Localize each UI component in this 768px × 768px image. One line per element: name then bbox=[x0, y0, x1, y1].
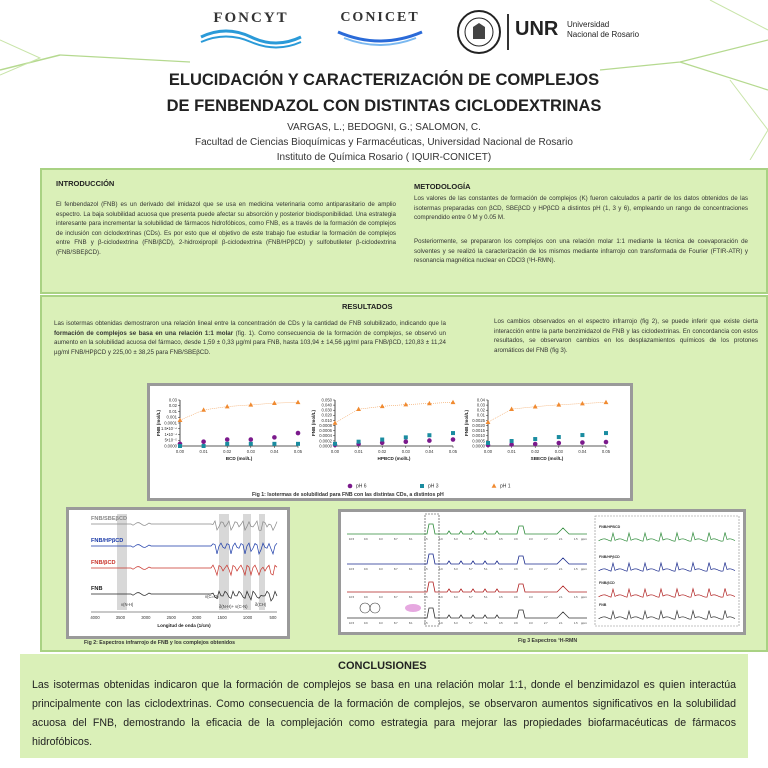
fig1-point-ph3 bbox=[451, 431, 455, 435]
affiliation-2: Instituto de Química Rosario ( IQUIR-CONICET) bbox=[276, 152, 492, 163]
fig1-x-tick-label: 0.03 bbox=[246, 449, 255, 454]
fig1-legend-marker-ph6 bbox=[348, 484, 353, 489]
fig3-ppm-tick: 9.9 bbox=[364, 568, 368, 571]
fig1-point-ph1 bbox=[380, 404, 385, 408]
fig1-y-tick-label: 0.03 bbox=[168, 397, 177, 403]
fig1-x-tick-label: 0.03 bbox=[401, 449, 410, 454]
fig2-x-tick-label: 3500 bbox=[115, 615, 126, 620]
fig3-ppm-tick: 3.3 bbox=[529, 538, 533, 541]
fig1-x-tick-label: 0.01 bbox=[507, 449, 516, 454]
resultados-left-text bbox=[54, 319, 446, 357]
fig3-ppm-tick: 1.5 bbox=[574, 568, 578, 571]
fig3-ppm-tick: 6.3 bbox=[454, 622, 458, 625]
fig3-ppm-tick: 8.7 bbox=[394, 622, 398, 625]
fig2-caption: Fig 2: Espectros infrarrojo de FNB y los complejos obtenidos bbox=[84, 640, 236, 646]
fig1-point-ph6 bbox=[225, 437, 230, 442]
fig1-x-tick-label: 0.05 bbox=[601, 449, 611, 454]
fig1-y-tick-label: 0.04 bbox=[476, 397, 485, 403]
fig3-ppm-tick: 3.9 bbox=[514, 596, 518, 599]
conicet-wave-icon bbox=[330, 26, 430, 48]
resultados-left-a: Las isotermas obtenidas demostraron una relación lineal entre la concentración de CDs y la cantidad de FNB solubilizado, indicando que la bbox=[54, 320, 446, 327]
fig2-trace-label: FNB/HPβCD bbox=[91, 538, 124, 544]
conicet-logo-text: CONICET bbox=[340, 10, 420, 25]
fig2-x-tick-label: 3000 bbox=[141, 615, 151, 620]
intro-heading: INTRODUCCIÓN bbox=[56, 179, 115, 188]
unr-subtitle-2: Nacional de Rosario bbox=[567, 30, 640, 39]
fig1-y-tick-label: 0.01 bbox=[168, 408, 177, 414]
fig3-nmr-spectra bbox=[341, 512, 743, 632]
fig1-y-tick-label: 5•10⁻⁵ bbox=[164, 437, 177, 443]
fig1-y-tick-label: 0.0000 bbox=[472, 443, 485, 449]
fig1-point-ph1 bbox=[201, 407, 206, 411]
fig3-ppm-tick: 7.5 bbox=[424, 538, 428, 541]
fig1-point-ph1 bbox=[272, 401, 277, 405]
fig1-x-tick-label: 0.04 bbox=[270, 449, 279, 454]
resultados-heading: RESULTADOS bbox=[342, 302, 393, 311]
fig1-y-tick-label: 0.0015 bbox=[472, 428, 485, 434]
fig1-y-tick-label: 1•10⁻⁴ bbox=[164, 431, 177, 437]
fig1-point-ph6 bbox=[404, 439, 409, 444]
fig1-y-axis-label: FNB (mol/L) bbox=[311, 409, 316, 437]
fig1-point-ph3 bbox=[404, 435, 408, 439]
fig1-point-ph1 bbox=[356, 407, 361, 411]
fig1-legend-marker-ph1 bbox=[492, 483, 497, 487]
fig1-x-tick-label: 0.02 bbox=[223, 449, 232, 454]
conclusiones-heading: CONCLUSIONES bbox=[338, 660, 427, 672]
fig3-zoom-panel bbox=[595, 516, 739, 626]
fig2-peak-label: δ(CH) bbox=[255, 602, 267, 607]
fig2-trace-label: FNB/βCD bbox=[91, 560, 116, 566]
conicet-logo bbox=[330, 10, 430, 54]
fig1-y-tick-label: 0.010 bbox=[321, 417, 332, 423]
fig3-zoom-label: FNB/HPβCD bbox=[599, 555, 620, 559]
fig1-point-ph1 bbox=[225, 404, 230, 408]
fig3-ppm-tick: 2.1 bbox=[559, 622, 563, 625]
intro-method-panel bbox=[40, 168, 768, 294]
fig3-caption: Fig 3 Espectros ¹H-RMN bbox=[518, 638, 578, 644]
poster-title-line1: ELUCIDACIÓN Y CARACTERIZACIÓN DE COMPLEJOS bbox=[168, 71, 600, 89]
fig3-ppm-tick: 8.1 bbox=[409, 538, 413, 541]
fig1-y-tick-label: 0.0020 bbox=[472, 422, 485, 428]
fig1-point-ph6 bbox=[604, 440, 609, 445]
fig2-box bbox=[66, 507, 290, 639]
fig3-ppm-label: ppm bbox=[581, 621, 587, 625]
fig3-nmr-trace bbox=[347, 582, 587, 592]
poster-title-line2: DE FENBENDAZOL CON DISTINTAS CICLODEXTRINAS bbox=[166, 97, 602, 115]
fig3-ppm-tick: 7.5 bbox=[424, 596, 428, 599]
fig3-ppm-tick: 4.5 bbox=[499, 538, 503, 541]
fig3-ppm-tick: 9.9 bbox=[364, 622, 368, 625]
fig1-x-tick-label: 0.02 bbox=[531, 449, 540, 454]
fig3-ppm-tick: 9.3 bbox=[379, 538, 383, 541]
fig3-ppm-tick: 3.9 bbox=[514, 568, 518, 571]
fig3-ppm-tick: 6.9 bbox=[439, 622, 443, 625]
fig3-ppm-tick: 7.5 bbox=[424, 622, 428, 625]
fig3-ppm-tick: 5.7 bbox=[469, 596, 473, 599]
fig1-x-tick-label: 0.00 bbox=[330, 449, 340, 454]
fig1-y-tick-label: 0.040 bbox=[321, 402, 332, 408]
fig3-ppm-tick: 2.1 bbox=[559, 538, 563, 541]
fig3-ppm-tick: 6.3 bbox=[454, 538, 458, 541]
fig3-ppm-tick: 10.5 bbox=[349, 622, 355, 625]
fig1-point-ph3 bbox=[357, 440, 361, 444]
fig1-point-ph3 bbox=[427, 433, 431, 437]
fig3-ppm-tick: 8.1 bbox=[409, 568, 413, 571]
fig3-ppm-tick: 2.7 bbox=[544, 568, 548, 571]
fig1-series-line-ph1 bbox=[180, 402, 298, 420]
fig3-zoom-label: FNB bbox=[599, 603, 607, 607]
fig3-nmr-trace bbox=[347, 554, 587, 564]
fig1-x-axis-label: SBECD (mol/L) bbox=[530, 456, 564, 461]
fig2-x-tick-label: 1000 bbox=[242, 615, 253, 620]
fig3-molecule-ring bbox=[370, 603, 380, 613]
fig1-point-ph1 bbox=[427, 401, 432, 405]
fig1-x-tick-label: 0.04 bbox=[425, 449, 434, 454]
fig2-peak-label: ν(N-H) bbox=[121, 602, 134, 607]
fig1-point-ph6 bbox=[427, 438, 432, 443]
fig2-x-tick-label: 2500 bbox=[166, 615, 176, 620]
fig1-legend-label: pH 6 bbox=[356, 483, 367, 490]
fig1-y-tick-label: 0.0002 bbox=[319, 438, 332, 444]
fig1-point-ph1 bbox=[403, 402, 408, 406]
fig1-y-tick-label: 0.0001 bbox=[164, 420, 177, 426]
fig2-highlight-band bbox=[219, 514, 229, 610]
foncyt-logo bbox=[196, 10, 306, 54]
fig1-y-tick-label: 0.0008 bbox=[319, 422, 332, 428]
fig1-point-ph1 bbox=[178, 418, 183, 422]
fig3-ppm-tick: 3.9 bbox=[514, 538, 518, 541]
fig2-peak-label: ν(C=O) bbox=[205, 594, 219, 599]
affiliation-1: Facultad de Ciencias Bioquímicas y Farmacéuticas, Universidad Nacional de Rosario bbox=[195, 137, 573, 148]
fig2-x-tick-label: 1500 bbox=[217, 615, 227, 620]
fig1-point-ph1 bbox=[296, 400, 301, 404]
fig3-ppm-tick: 8.7 bbox=[394, 596, 398, 599]
fig3-ppm-tick: 1.5 bbox=[574, 622, 578, 625]
fig1-point-ph3 bbox=[249, 442, 253, 446]
fig1-series-line-ph1 bbox=[488, 402, 606, 422]
fig3-ppm-tick: 5.1 bbox=[484, 568, 488, 571]
fig3-ppm-tick: 8.7 bbox=[394, 538, 398, 541]
fig1-point-ph3 bbox=[604, 431, 608, 435]
fig1-y-tick-label: 0.030 bbox=[321, 407, 332, 413]
fig2-highlight-band bbox=[117, 514, 127, 610]
fig2-peak-label: δ(N-H)+ ν(C-N) bbox=[219, 604, 248, 609]
fig3-ppm-tick: 6.3 bbox=[454, 596, 458, 599]
fig3-ppm-tick: 4.5 bbox=[499, 622, 503, 625]
fig3-ppm-tick: 5.7 bbox=[469, 622, 473, 625]
fig1-point-ph6 bbox=[249, 437, 254, 442]
fig2-trace-label: FNB/SBEβCD bbox=[91, 516, 128, 522]
fig1-y-tick-label: 0.0006 bbox=[319, 428, 332, 434]
foncyt-logo-text: FONCYT bbox=[213, 10, 289, 26]
fig3-molecule-highlight bbox=[405, 604, 421, 612]
fig1-point-ph6 bbox=[201, 439, 206, 444]
foncyt-wave-icon bbox=[196, 27, 306, 49]
fig3-ppm-tick: 2.7 bbox=[544, 596, 548, 599]
fig1-y-tick-label: 0.02 bbox=[476, 407, 485, 413]
fig1-y-tick-label: 0.0000 bbox=[319, 443, 332, 449]
fig3-ppm-label: ppm bbox=[581, 537, 587, 541]
fig1-y-tick-label: 1.5•10⁻⁴ bbox=[161, 426, 177, 432]
metodologia-heading: METODOLOGÍA bbox=[414, 182, 471, 191]
unr-divider bbox=[507, 14, 509, 50]
fig2-highlight-band bbox=[243, 514, 251, 610]
fig1-point-ph6 bbox=[557, 441, 562, 446]
fig3-ppm-tick: 9.9 bbox=[364, 538, 368, 541]
fig1-point-ph3 bbox=[510, 439, 514, 443]
fig3-zoom-label: FNB/HPBCD bbox=[599, 525, 621, 529]
unr-logo-text: UNR bbox=[515, 18, 559, 40]
fig1-y-tick-label: 0.0025 bbox=[472, 417, 485, 423]
fig3-box bbox=[338, 509, 746, 635]
resultados-right-text: Los cambios observados en el espectro infrarrojo (fig 2), se puede inferir que existe cierta interacción entre la parte benzimidazol de FNB y las ciclodextrinas. En concordancia con estos resultados, se observaron cambios en los desplazamientos químicos de los protones aromáticos del FNB (fig 3). bbox=[494, 318, 758, 354]
fig1-y-axis-label: FNB (mol/L) bbox=[464, 409, 469, 437]
fig1-x-tick-label: 0.01 bbox=[199, 449, 208, 454]
resultados-left-c: (fig. 1). Como consecuencia de la formación de complejos, se observó un aumento en la solubilidad acuosa del fármaco, desde 1,59 ± 0,33 µg/ml para FNB, hasta 103,94 ± 14,56 µg/ml para FNB/βCD, 120,83 ± 11,24 µg/ml FNB/HPβCD y 225,00 ± 38,25 para FNB/SBEβCD. bbox=[54, 329, 446, 356]
fig3-ppm-tick: 2.7 bbox=[544, 538, 548, 541]
fig1-point-ph6 bbox=[533, 442, 538, 447]
fig1-x-axis-label: HPBCD (mol/L) bbox=[377, 456, 411, 461]
fig1-x-axis-label: BCD (mol/L) bbox=[225, 456, 253, 461]
fig3-ppm-tick: 10.5 bbox=[349, 568, 355, 571]
fig3-ppm-tick: 5.1 bbox=[484, 596, 488, 599]
fig3-ppm-tick: 10.5 bbox=[349, 538, 355, 541]
fig1-y-tick-label: 0.0010 bbox=[472, 433, 485, 439]
fig3-ppm-tick: 3.3 bbox=[529, 622, 533, 625]
fig2-trace-label: FNB bbox=[91, 586, 103, 592]
fig3-molecule-ring bbox=[360, 603, 370, 613]
fig1-point-ph6 bbox=[580, 440, 585, 445]
fig3-ppm-tick: 8.1 bbox=[409, 596, 413, 599]
fig3-ppm-tick: 5.1 bbox=[484, 622, 488, 625]
fig1-legend-label: pH 1 bbox=[500, 483, 511, 490]
fig1-y-tick-label: 0.020 bbox=[321, 412, 332, 418]
fig1-y-tick-label: 0.0000 bbox=[164, 443, 177, 449]
metodologia-p2: Posteriormente, se prepararon los complejos con una relación molar 1:1 mediante la técnica de coevaporación de solventes y se realizó la caracterización de los mismos mediante infrarrojo con transformada de Fourier (FTIR-ATR) y resonancia magnética nuclear en CDCl3 (¹H-RMN). bbox=[414, 238, 748, 265]
fig1-y-tick-label: 0.050 bbox=[321, 397, 332, 403]
conclusiones-text: Las isotermas obtenidas indicaron que la formación de complejos se basa en una relación molar 1:1, donde el benzimidazol es quien interactúa principalmente con las ciclodextrinas. Como consecuencia de la formación de complejos, se observaron aumentos significativos en la solubilidad acuosa del FNB, demostrando la eficacia de la complejación como estrategia para mejorar las propiedades biofarmacéuticas de fármacos hidrofóbicos. bbox=[32, 679, 736, 748]
fig1-point-ph1 bbox=[580, 401, 585, 405]
unr-subtitle-1: Universidad bbox=[567, 20, 610, 29]
fig1-point-ph1 bbox=[451, 400, 456, 404]
fig1-caption: Fig 1: Isotermas de solubilidad para FNB con las distintas CDs, a distintos pH bbox=[252, 492, 444, 498]
fig1-x-tick-label: 0.00 bbox=[175, 449, 185, 454]
fig2-x-tick-label: 2000 bbox=[192, 615, 202, 620]
fig1-point-ph3 bbox=[486, 441, 490, 445]
authors: VARGAS, L.; BEDOGNI, G.; SALOMON, C. bbox=[287, 122, 481, 133]
fig2-x-tick-label: 500 bbox=[269, 615, 277, 620]
fig3-ppm-tick: 1.5 bbox=[574, 538, 578, 541]
fig3-ppm-label: ppm bbox=[581, 567, 587, 571]
fig3-ppm-tick: 6.9 bbox=[439, 596, 443, 599]
fig1-point-ph6 bbox=[296, 431, 301, 436]
fig3-ppm-tick: 5.7 bbox=[469, 538, 473, 541]
unr-seal-icon bbox=[456, 9, 502, 55]
fig3-ppm-tick: 5.1 bbox=[484, 538, 488, 541]
fig3-nmr-trace bbox=[347, 608, 587, 618]
fig3-ppm-tick: 8.1 bbox=[409, 622, 413, 625]
fig1-point-ph3 bbox=[580, 433, 584, 437]
fig1-point-ph3 bbox=[178, 444, 182, 448]
fig2-ir-spectra bbox=[69, 510, 287, 636]
fig1-y-axis-label: FNB (mol/L) bbox=[156, 409, 161, 437]
fig1-x-tick-label: 0.01 bbox=[354, 449, 363, 454]
fig1-y-tick-label: 0.02 bbox=[168, 403, 177, 409]
fig3-ppm-tick: 6.9 bbox=[439, 538, 443, 541]
intro-text: El fenbendazol (FNB) es un derivado del imidazol que se usa en medicina veterinaria como antiparasitario de amplio espectro. La baja solubilidad acuosa que presenta puede afectar su absorción y posterior biodisponibilidad. Una estrategia interesante para incrementar la solubilidad de fármacos hidrofóbicos, como FNB, es a través de la formación de complejos de inclusión con ciclodextrinas (CDs). Es por esto que el objetivo de este trabajo fue estudiar la formación de complejos entre FNB y β-ciclodextrina (FNB/βCD), 2-hidroxipropil β-ciclodextrina (FNB/HPβCD) y sulfobutileter β-ciclodextrina (FNB/SBEβCD). bbox=[56, 201, 396, 256]
fig1-y-tick-label: 0.03 bbox=[476, 402, 485, 408]
fig1-point-ph3 bbox=[272, 442, 276, 446]
fig1-point-ph3 bbox=[225, 442, 229, 446]
fig3-zoom-label: FNB/βCD bbox=[599, 581, 615, 585]
fig1-legend-marker-ph3 bbox=[420, 484, 424, 488]
fig1-point-ph3 bbox=[296, 442, 300, 446]
fig2-x-tick-label: 4000 bbox=[90, 615, 100, 620]
fig3-ppm-tick: 6.3 bbox=[454, 568, 458, 571]
fig3-ppm-tick: 8.7 bbox=[394, 568, 398, 571]
fig1-point-ph3 bbox=[557, 435, 561, 439]
fig1-x-tick-label: 0.05 bbox=[448, 449, 458, 454]
fig3-ppm-tick: 6.9 bbox=[439, 568, 443, 571]
fig3-ppm-tick: 7.5 bbox=[424, 568, 428, 571]
conclusiones-panel bbox=[20, 654, 748, 758]
fig1-point-ph1 bbox=[248, 402, 253, 406]
fig3-ppm-tick: 5.7 bbox=[469, 568, 473, 571]
fig3-ppm-tick: 1.5 bbox=[574, 596, 578, 599]
fig1-x-tick-label: 0.00 bbox=[483, 449, 493, 454]
fig1-point-ph6 bbox=[451, 437, 456, 442]
fig3-ppm-tick: 10.5 bbox=[349, 596, 355, 599]
fig3-ppm-label: ppm bbox=[581, 595, 587, 599]
fig3-ppm-tick: 2.1 bbox=[559, 568, 563, 571]
fig1-point-ph6 bbox=[272, 435, 277, 440]
fig2-x-axis-label: Longitud de onda (1/cm) bbox=[157, 623, 211, 628]
fig1-point-ph1 bbox=[556, 402, 561, 406]
fig1-x-tick-label: 0.03 bbox=[554, 449, 563, 454]
fig1-x-tick-label: 0.05 bbox=[293, 449, 303, 454]
fig1-point-ph3 bbox=[333, 442, 337, 446]
fig1-y-tick-label: 0.01 bbox=[476, 412, 485, 418]
fig3-ppm-tick: 4.5 bbox=[499, 568, 503, 571]
fig1-charts bbox=[150, 386, 630, 498]
fig3-ppm-tick: 2.1 bbox=[559, 596, 563, 599]
resultados-left-b: formación de complejos se basa en una relación 1:1 molar bbox=[54, 329, 234, 337]
fig1-box bbox=[147, 383, 633, 501]
fig3-ppm-tick: 2.7 bbox=[544, 622, 548, 625]
fig1-point-ph1 bbox=[604, 400, 609, 404]
fig3-ppm-tick: 3.3 bbox=[529, 596, 533, 599]
fig3-ppm-tick: 9.9 bbox=[364, 596, 368, 599]
fig3-ppm-tick: 4.5 bbox=[499, 596, 503, 599]
fig1-point-ph3 bbox=[202, 444, 206, 448]
fig1-y-tick-label: 0.0005 bbox=[472, 438, 485, 444]
fig3-nmr-trace bbox=[347, 524, 587, 534]
fig1-point-ph3 bbox=[380, 438, 384, 442]
fig1-point-ph1 bbox=[533, 404, 538, 408]
fig1-legend-label: pH 3 bbox=[428, 483, 439, 490]
fig1-point-ph1 bbox=[333, 420, 338, 424]
fig1-x-tick-label: 0.04 bbox=[578, 449, 587, 454]
metodologia-p1: Los valores de las constantes de formación de complejos (K) fueron calculados a partir de los datos obtenidos de las isotermas preparadas con βCD, SBEβCD y HPβCD a distintos pH (1, 3 y 6), empleando un rango de concentraciones comprendido entre 0 M y 0.05 M. bbox=[414, 195, 748, 222]
fig1-series-line-ph1 bbox=[335, 402, 453, 423]
fig3-ppm-tick: 3.3 bbox=[529, 568, 533, 571]
fig1-x-tick-label: 0.02 bbox=[378, 449, 387, 454]
fig3-ppm-tick: 3.9 bbox=[514, 622, 518, 625]
fig1-y-tick-label: 0.0004 bbox=[319, 433, 332, 439]
fig3-ppm-tick: 9.3 bbox=[379, 568, 383, 571]
fig1-y-tick-label: 0.001 bbox=[166, 414, 177, 420]
fig1-point-ph3 bbox=[533, 437, 537, 441]
fig3-ppm-tick: 9.3 bbox=[379, 596, 383, 599]
fig3-ppm-tick: 9.3 bbox=[379, 622, 383, 625]
